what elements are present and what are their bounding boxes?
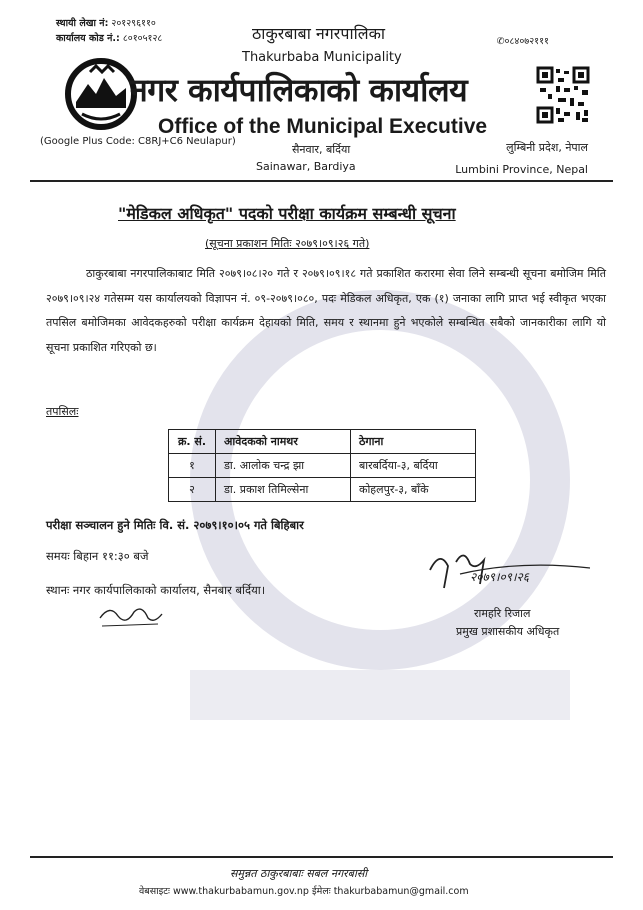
office-code-value: ८०१०५१२८ xyxy=(122,33,163,44)
initials-signature-icon xyxy=(96,600,166,630)
table-row xyxy=(169,478,476,502)
google-plus-code: (Google Plus Code: C8RJ+C6 Neulapur) xyxy=(40,136,236,147)
cell-serial: १ xyxy=(169,454,216,478)
nepal-emblem-logo xyxy=(62,58,140,130)
province-np: लुम्बिनी प्रदेश, नेपाल xyxy=(506,141,588,154)
col-address: ठेगाना xyxy=(351,430,476,454)
phone-number: ०८४०७२१११ xyxy=(504,36,549,47)
qr-code-icon xyxy=(536,66,590,124)
office-code-label: कार्यालय कोड नं.: xyxy=(56,33,120,44)
exam-place: स्थानः नगर कार्यपालिकाको कार्यालय, सैनबार बर्दिया। xyxy=(46,583,266,597)
province-en: Lumbini Province, Nepal xyxy=(455,163,588,176)
table-row xyxy=(169,454,476,478)
signatory-name: रामहरि रिजाल xyxy=(474,607,531,620)
org-name-np: ठाकुरबाबा नगरपालिका xyxy=(252,24,386,43)
pan-label: स्थायी लेखा नं: xyxy=(56,18,109,29)
notice-subject: "मेडिकल अधिकृत" पदको परीक्षा कार्यक्रम सम्बन्धी सूचना xyxy=(118,204,456,223)
office-title-np: नगर कार्यपालिकाको कार्यालय xyxy=(130,71,468,109)
address-np: सैनवार, बर्दिया xyxy=(292,143,351,156)
phone: ✆०८४०७२१११ xyxy=(496,36,549,47)
exam-time: समयः बिहान ११:३० बजे xyxy=(46,549,149,563)
org-name-en: Thakurbaba Municipality xyxy=(242,50,402,65)
cell-serial: २ xyxy=(169,478,216,502)
office-title-en: Office of the Municipal Executive xyxy=(158,115,488,138)
notice-body: ठाकुरबाबा नगरपालिकाबाट मिति २०७९।०८।२० गते र २०७९।०९।१८ गते प्रकाशित करारमा सेवा लिने सम्बन्धी सूचना बमोजिम मिति २०७९।०९।२४ गतेसम्म यस कार्यालयको विज्ञापन नं. ०९-२०७९।०८०, पदः मेडिकल अधिकृत, एक (१) जनाका लागि प्राप्त भई स्वीकृत भएका तपसिल बमोजिमका आवेदकहरुको परीक्षा कार्यक्रम देहायको मिति, समय र स्थानमा हुने भएकोले सम्बन्धित सबैको जानकारीका लागि यो सूचना प्रकाशित गरिएको छ। xyxy=(46,267,606,354)
applicant-table xyxy=(168,429,476,502)
schedule-label: तपसिलः xyxy=(46,405,79,418)
header-divider xyxy=(30,180,613,182)
address-en: Sainawar, Bardiya xyxy=(256,160,356,173)
col-name: आवेदकको नामथर xyxy=(216,430,351,454)
footer-contact: वेबसाइटः www.thakurbabamun.gov.np ईमेलः thakurbabamun@gmail.com xyxy=(139,886,469,897)
signature-date: २०७९।०९।२६ xyxy=(470,570,530,584)
cell-address: बारबर्दिया-३, बर्दिया xyxy=(351,454,476,478)
col-serial: क्र. सं. xyxy=(169,430,216,454)
cell-name: डा. आलोक चन्द्र झा xyxy=(216,454,351,478)
signatory-title: प्रमुख प्रशासकीय अधिकृत xyxy=(456,625,560,638)
publish-date: (सूचना प्रकाशन मितिः २०७९।०९।२६ गते) xyxy=(205,237,370,250)
cell-address: कोहलपुर-३, बाँके xyxy=(351,478,476,502)
header-codes xyxy=(56,16,162,46)
footer-divider xyxy=(30,856,613,858)
pan-value: २०१२९६११० xyxy=(111,18,156,29)
cell-name: डा. प्रकाश तिमिल्सेना xyxy=(216,478,351,502)
table-header-row xyxy=(169,430,476,454)
exam-date: परीक्षा सञ्चालन हुने मितिः वि. सं. २०७९।१०।०५ गते बिहिबार xyxy=(46,518,304,532)
footer-slogan: समुन्नत ठाकुरबाबाः सबल नगरबासी xyxy=(230,867,368,880)
